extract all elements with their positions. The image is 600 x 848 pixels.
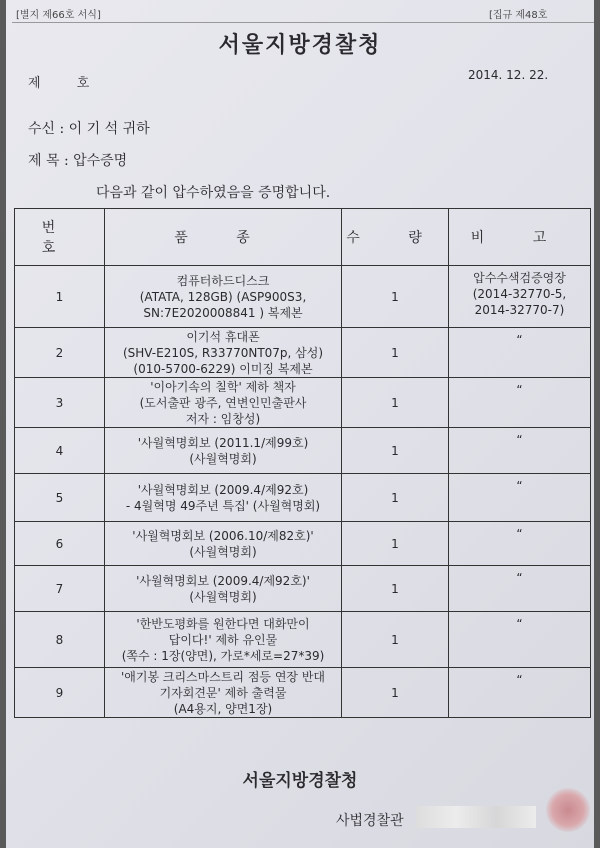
note: [449, 566, 591, 612]
item-line: - 4월혁명 49주년 특집' (사월혁명회): [125, 498, 321, 513]
quantity: [342, 428, 449, 474]
row-number-text: 5: [55, 490, 64, 505]
note: [449, 328, 591, 378]
note-line: “: [516, 383, 523, 397]
note-line: (2014-32770-5,: [472, 287, 567, 301]
row-number-text: 4: [55, 443, 64, 458]
row-number-text: 9: [55, 685, 64, 700]
item-description: [105, 668, 342, 718]
quantity-text: 1: [391, 443, 399, 458]
quantity: [342, 612, 449, 668]
item-line: '한반도평화를 원한다면 대화만이: [136, 616, 310, 631]
note: [449, 668, 591, 718]
subject-line: 제 목 : 압수증명: [28, 153, 128, 169]
quantity: [342, 474, 449, 522]
row-number: [15, 378, 105, 428]
item-line: (사월혁명회): [189, 589, 257, 604]
table-row: [15, 668, 591, 718]
row-number: [15, 474, 105, 522]
quantity: [342, 668, 449, 718]
table-row: [15, 474, 591, 522]
recipient-line: 수신 : 이 기 석 귀하: [28, 121, 150, 137]
quantity-text: 1: [391, 632, 399, 647]
item-description: [105, 566, 342, 612]
header-item: 품 종: [105, 209, 342, 266]
row-number-text: 7: [55, 581, 64, 596]
row-number: [15, 328, 105, 378]
item-line: (사월혁명회): [189, 544, 257, 559]
row-number-text: 1: [55, 289, 64, 304]
row-number-text: 6: [55, 536, 64, 551]
item-description: [105, 266, 342, 328]
header-note: 비 고: [449, 209, 591, 266]
note-line: “: [516, 527, 523, 541]
item-line: 답이다!' 제하 유인물: [168, 632, 278, 647]
item-line: (A4용지, 양면1장): [173, 701, 273, 716]
header-number: 번 호: [15, 209, 105, 266]
table-row: [15, 566, 591, 612]
row-number: [15, 266, 105, 328]
item-line: '애기봉 크리스마스트리 점등 연장 반대: [120, 669, 326, 684]
table-row: [15, 378, 591, 428]
note-line: “: [516, 479, 523, 493]
header-quantity: 수 량: [342, 209, 449, 266]
item-description: [105, 328, 342, 378]
row-number-text: 8: [55, 632, 64, 647]
quantity-text: 1: [391, 395, 399, 410]
note: [449, 474, 591, 522]
row-number: [15, 522, 105, 566]
table-row: [15, 522, 591, 566]
quantity: [342, 378, 449, 428]
quantity-text: 1: [391, 289, 399, 304]
note: [449, 428, 591, 474]
item-line: (ATATA, 128GB) (ASP900S3,: [139, 289, 307, 304]
row-number: [15, 566, 105, 612]
item-line: (010-5700-6229) 이미징 복제본: [133, 361, 313, 376]
official-seal: [546, 788, 590, 832]
form-number: [별지 제66호 서식]: [16, 10, 101, 21]
item-line: '사월혁명회보 (2011.1/제99호): [137, 435, 309, 450]
quantity: [342, 328, 449, 378]
item-line: SN:7E2020008841 ) 복제본: [143, 305, 303, 320]
row-number-text: 2: [55, 345, 64, 360]
note: [449, 522, 591, 566]
item-line: '사월혁명회보 (2009.4/제92호)': [136, 573, 310, 588]
table-row: [15, 266, 591, 328]
quantity-text: 1: [391, 685, 399, 700]
table-row: [15, 428, 591, 474]
item-line: '사월혁명회보 (2006.10/제82호)': [132, 528, 314, 543]
item-line: 이기석 휴대폰: [186, 329, 260, 344]
document-page: [6, 0, 594, 848]
item-line: (쪽수 : 1장(양면), 가로*세로=27*39): [121, 648, 325, 663]
item-line: 저자 : 임창성): [185, 411, 261, 426]
item-description: [105, 612, 342, 668]
row-number: [15, 668, 105, 718]
note-line: “: [516, 571, 523, 585]
quantity-text: 1: [391, 581, 399, 596]
item-line: (사월혁명회): [189, 451, 257, 466]
item-line: 기자회견문' 제하 출력물: [159, 685, 287, 700]
officer-title: 사법경찰관: [336, 813, 404, 829]
item-description: [105, 428, 342, 474]
table-row: [15, 612, 591, 668]
form-code: [집규 제48호: [489, 10, 548, 21]
seizure-table: [14, 208, 591, 718]
item-description: [105, 378, 342, 428]
note: [449, 612, 591, 668]
doc-number-label: 제 호: [28, 76, 106, 91]
quantity: [342, 522, 449, 566]
header-divider: [12, 22, 594, 23]
document-date: 2014. 12. 22.: [468, 68, 549, 82]
note-line: 2014-32770-7): [474, 303, 565, 317]
redacted-name: [416, 806, 536, 828]
item-line: 컴퓨터하드디스크: [176, 273, 270, 288]
document-title: 서울지방경찰청: [218, 32, 382, 58]
row-number: [15, 428, 105, 474]
note: [449, 266, 591, 328]
note-line: “: [516, 617, 523, 631]
quantity-text: 1: [391, 345, 399, 360]
note-line: “: [516, 673, 523, 687]
note-line: “: [516, 333, 523, 347]
item-description: [105, 474, 342, 522]
row-number: [15, 612, 105, 668]
note: [449, 378, 591, 428]
issuing-organization: 서울지방경찰청: [242, 771, 358, 791]
table-header-row: [15, 209, 591, 266]
table-row: [15, 328, 591, 378]
item-description: [105, 522, 342, 566]
note-line: 압수수색검증영장: [473, 271, 566, 285]
quantity: [342, 266, 449, 328]
item-line: (SHV-E210S, R33770NT07p, 삼성): [122, 345, 324, 360]
quantity-text: 1: [391, 490, 399, 505]
quantity: [342, 566, 449, 612]
item-line: '이아기속의 칠학' 제하 책자: [150, 379, 296, 394]
statement-line: 다음과 같이 압수하였음을 증명합니다.: [96, 185, 331, 201]
quantity-text: 1: [391, 536, 399, 551]
row-number-text: 3: [55, 395, 64, 410]
item-line: '사월혁명회보 (2009.4/제92호): [137, 482, 309, 497]
item-line: (도서출판 광주, 연변인민출판사: [139, 395, 307, 410]
note-line: “: [516, 433, 523, 447]
